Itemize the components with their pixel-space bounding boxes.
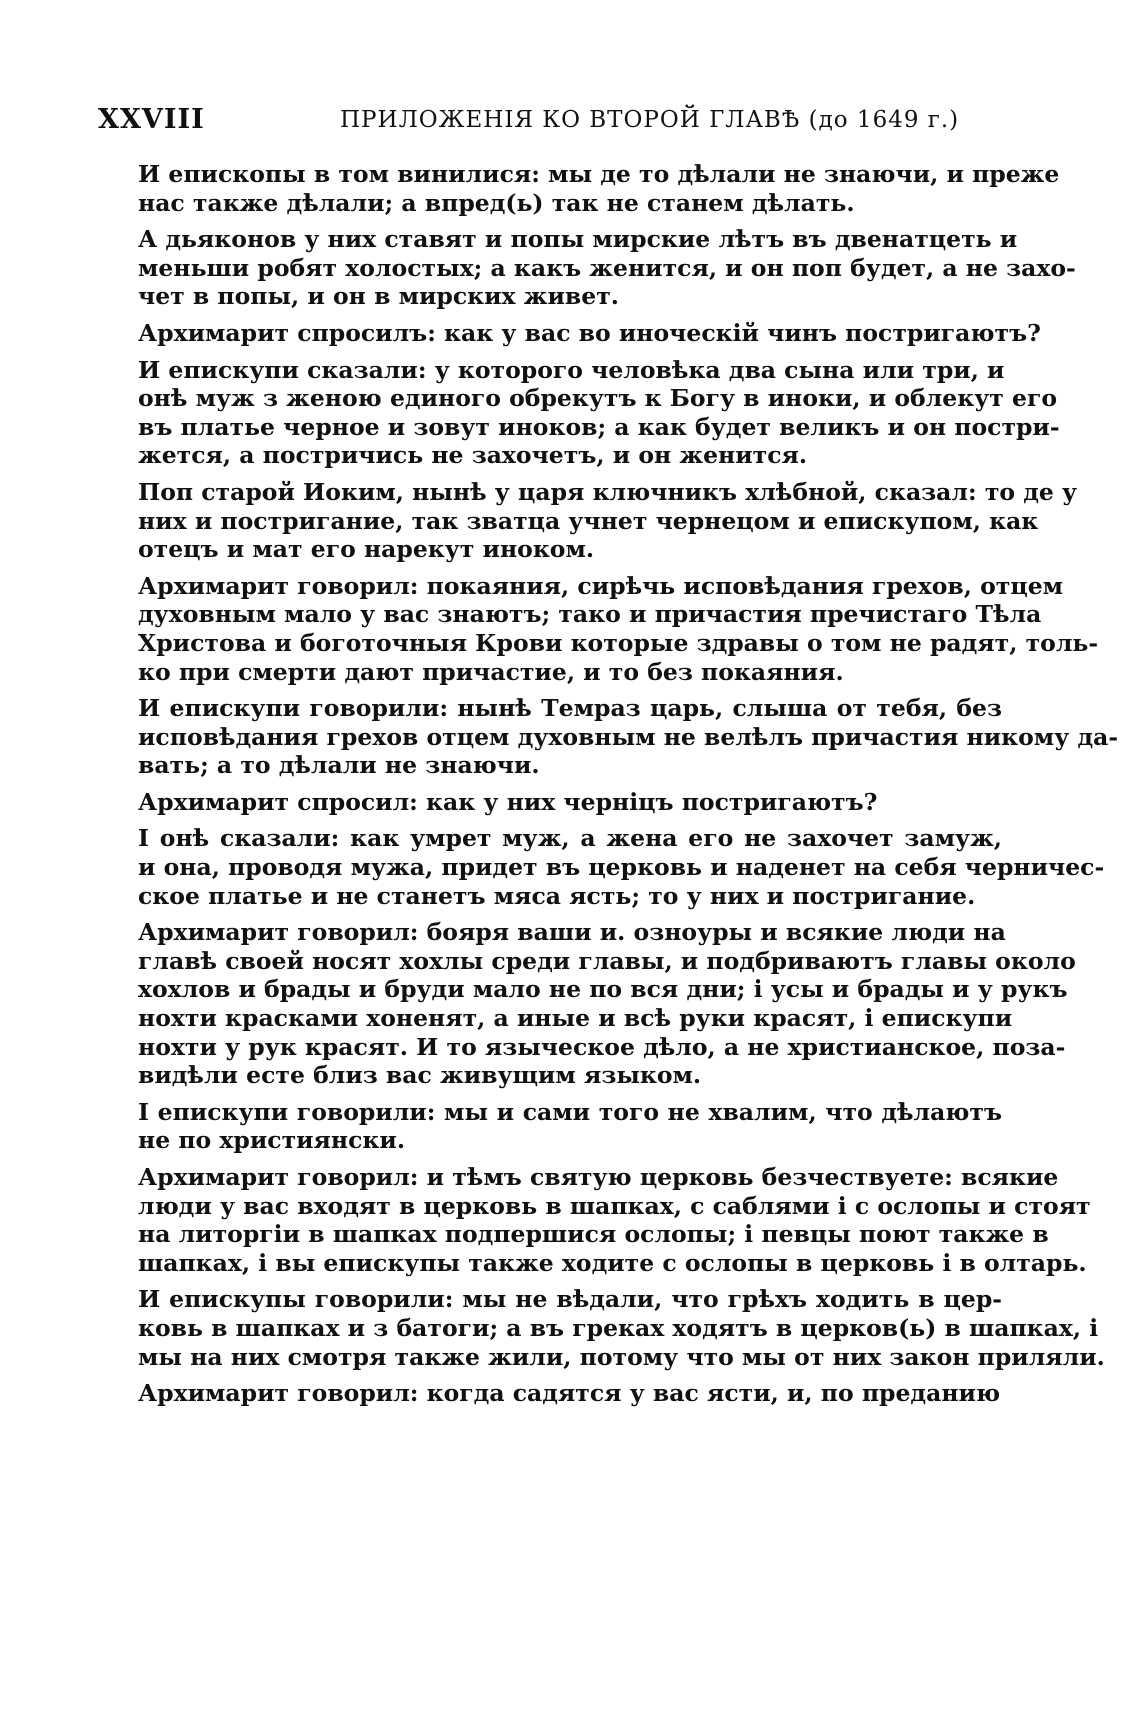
text-line: Архимарит спросилъ: как у вас во иноческій чинъ постригаютъ?: [138, 318, 1041, 347]
text-line: И епискупи сказали: у которого человѣка два сына или три, и: [138, 355, 1005, 384]
paragraph: [98, 824, 1105, 910]
paragraph: [98, 1098, 1002, 1155]
page-number: XXVIII: [98, 104, 205, 135]
text-line: на литоргіи в шапках подпершися ослопы; і певцы поют также в: [138, 1220, 1049, 1249]
text-line: меньши робят холостых; а какъ женится, и он поп будет, а не захо-: [138, 253, 1076, 282]
text-line: ковь в шапках и з батоги; а въ греках ходятъ в церков(ь) в шапках, і: [138, 1313, 1099, 1342]
text-line: нохти красками хоненят, а иные и всѣ руки красят, і епискупи: [138, 1004, 1013, 1033]
paragraph-gap: [98, 816, 1002, 824]
text-line: хохлов и брады и бруди мало не по вся дни; і усы и брады и у рукъ: [138, 975, 1068, 1004]
paragraph-gap: [98, 686, 1002, 694]
text-line: жется, а постричись не захочетъ, и он женится.: [138, 441, 808, 470]
text-line: главѣ своей носят хохлы среди главы, и подбриваютъ главы около: [138, 946, 1076, 975]
text-line: Архимарит говорил: когда садятся у вас ясти, и, по преданию: [138, 1379, 1001, 1408]
paragraph: [98, 918, 1076, 1090]
text-line: Архимарит спросил: как у них черніцъ постригаютъ?: [138, 787, 878, 816]
text-line: ское платье и не станетъ мяса ясть; то у них и постригание.: [138, 881, 976, 910]
text-line: І онѣ сказали: как умрет муж, а жена его не захочет замуж,: [138, 824, 1002, 853]
text-line: ко при смерти дают причастие, и то без покаяния.: [138, 657, 844, 686]
paragraph: [98, 477, 1078, 564]
text-line: нохти у рук красят. И то языческое дѣло, а не христианское, поза-: [138, 1032, 1066, 1061]
paragraph: [98, 1285, 1105, 1371]
text-line: не по християнски.: [138, 1126, 406, 1155]
paragraph-gap: [98, 910, 1002, 918]
text-line: нас также дѣлали; а впред(ь) так не станем дѣлать.: [138, 188, 855, 217]
paragraph-gap: [98, 470, 1002, 478]
paragraph-gap: [98, 1155, 1002, 1163]
paragraph-gap: [98, 564, 1002, 572]
text-line: І епискупи говорили: мы и сами того не хвалим, что дѣлаютъ: [138, 1097, 1002, 1126]
paragraph: [98, 1379, 1002, 1408]
text-line: Архимарит говорил: и тѣмъ святую церковь безчествуете: всякие: [138, 1163, 1059, 1191]
text-line: И епискупы говорили: мы не вѣдали, что грѣхъ ходить в цер-: [138, 1285, 1002, 1314]
paragraph: [98, 1163, 1091, 1277]
text-line: Христова и боготочныя Крови которые здравы о том не радят, толь-: [138, 628, 1099, 657]
text-line: И епископы в том винилися: мы де то дѣлали не знаючи, и преже: [138, 160, 1060, 188]
text-line: Архимарит говорил: бояря ваши и. озноуры и всякие люди на: [138, 918, 1006, 947]
text-line: чет в попы, и он в мирских живет.: [138, 282, 619, 311]
text-line: вать; а то дѣлали не знаючи.: [138, 751, 540, 780]
paragraph: [98, 571, 1099, 686]
text-line: духовным мало у вас знаютъ; тако и причастия пречистаго Тѣла: [138, 600, 1042, 629]
paragraph-gap: [98, 1371, 1002, 1379]
text-line: исповѣдания грехов отцем духовным не велѣлъ причастия никому да-: [138, 722, 1119, 751]
paragraph-gap: [98, 1090, 1002, 1098]
text-line: онѣ муж з женою единого обрекутъ к Богу в иноки, и облекут его: [138, 384, 1058, 413]
text-line: въ платье черное и зовут иноков; а как будет великъ и он постри-: [138, 412, 1060, 441]
text-line: шапках, і вы епискупы также ходите с ослопы в церковь і в олтарь.: [138, 1248, 1087, 1277]
paragraph: [98, 355, 1060, 470]
paragraph: [98, 788, 1002, 817]
text-line: видѣли есте близ вас живущим языком.: [138, 1061, 702, 1090]
paragraph-gap: [98, 311, 1002, 319]
page-header: [98, 104, 1038, 144]
paragraph: [98, 225, 1076, 311]
paragraph-gap: [98, 217, 1002, 225]
text-line: и она, проводя мужа, придет въ церковь и наденет на себя черничес-: [138, 853, 1105, 882]
paragraph-gap: [98, 348, 1002, 356]
body-text: [98, 160, 1119, 1408]
running-title: ПРИЛОЖЕНІЯ КО ВТОРОЙ ГЛАВѢ (до 1649 г.): [340, 107, 960, 133]
paragraph-gap: [98, 1277, 1002, 1285]
text-line: Архимарит говорил: покаяния, сирѣчь исповѣдания грехов, отцем: [138, 571, 1064, 600]
text-line: них и постригание, так зватца учнет чернецом и епискупом, как: [138, 506, 1039, 535]
text-line: отецъ и мат его нарекут иноком.: [138, 535, 595, 564]
text-line: Поп старой Иоким, нынѣ у царя ключникъ хлѣбной, сказал: то де у: [138, 477, 1078, 506]
text-line: А дьяконов у них ставят и попы мирские лѣтъ въ двенатцеть и: [138, 225, 1018, 254]
paragraph: [98, 160, 1060, 217]
paragraph: [98, 694, 1119, 780]
text-line: мы на них смотря также жили, потому что мы от них закон приляли.: [138, 1342, 1105, 1371]
paragraph: [98, 318, 1041, 348]
paragraph-gap: [98, 780, 1002, 788]
text-line: И епискупи говорили: нынѣ Темраз царь, слыша от тебя, без: [138, 694, 1002, 723]
text-line: люди у вас входят в церковь в шапках, с саблями і с ослопы и стоят: [138, 1191, 1091, 1220]
